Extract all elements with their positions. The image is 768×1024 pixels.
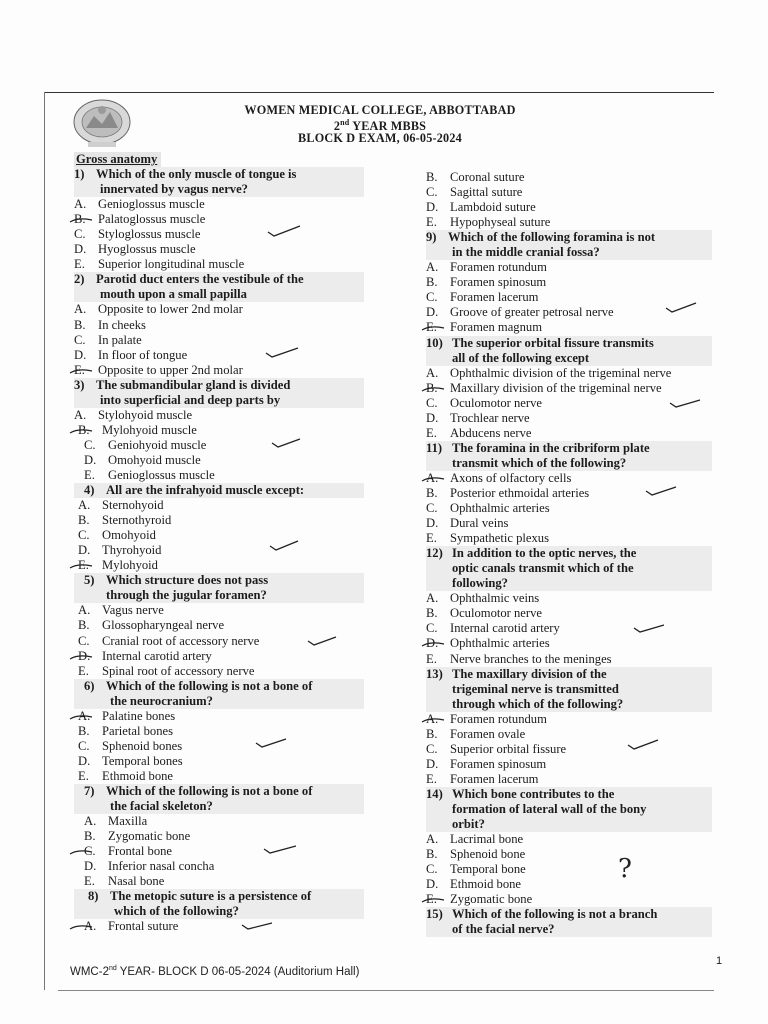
q2-option-e: E. Opposite to upper 2nd molar xyxy=(74,363,364,378)
question-11: 11) The foramina in the cribriform plate xyxy=(426,441,712,456)
q13-option-e: E. Foramen lacerum xyxy=(426,771,539,786)
q10-option-d: D. Trochlear nerve xyxy=(426,410,530,425)
q14-option-d: D. Ethmoid bone xyxy=(426,877,522,892)
college-name: WOMEN MEDICAL COLLEGE, ABBOTTABAD xyxy=(244,103,516,117)
question-13-line3: through which of the following? xyxy=(426,697,712,712)
question-7-line2: the facial skeleton? xyxy=(74,799,364,814)
question-10-line2: all of the following except xyxy=(426,351,712,366)
q7-option-b: B. Zygomatic bone xyxy=(84,829,191,844)
question-9-line2: in the middle cranial fossa? xyxy=(426,245,712,260)
frame-bottom-line xyxy=(58,990,714,991)
q10-option-c: C. Oculomotor nerve xyxy=(426,396,712,411)
q3-option-e: E. Genioglossus muscle xyxy=(84,467,215,482)
q8-option-a: A. Frontal suture xyxy=(74,919,364,934)
q14-option-e: E. Zygomatic bone xyxy=(426,892,712,907)
question-15: 15) Which of the following is not a branch xyxy=(426,907,712,922)
question-15-line2: of the facial nerve? xyxy=(426,922,712,937)
college-logo xyxy=(72,98,132,150)
year-line: 2nd YEAR MBBS xyxy=(333,117,427,133)
q11-option-c: C. Ophthalmic arteries xyxy=(426,501,550,516)
question-5: 5) Which structure does not pass xyxy=(74,573,364,588)
q13-option-a: A. Foramen rotundum xyxy=(426,712,712,727)
q6-option-b: B. Parietal bones xyxy=(78,723,173,738)
q4-option-a: A. Sternohyoid xyxy=(78,498,164,513)
q7-option-a: A. Maxilla xyxy=(84,814,148,829)
q5-option-d: D. Internal carotid artery xyxy=(74,649,364,664)
q12-option-d: D. Ophthalmic arteries xyxy=(426,636,712,651)
question-8-line2: which of the following? xyxy=(74,904,364,919)
q10-option-a: A. Ophthalmic division of the trigeminal nerve xyxy=(426,365,672,380)
q12-option-c: C. Internal carotid artery xyxy=(426,621,712,636)
handwritten-question-mark: ? xyxy=(618,854,632,884)
left-column xyxy=(74,152,364,934)
q2-option-c: C. In palate xyxy=(74,332,142,347)
frame-left-line xyxy=(44,92,45,990)
q1-option-b: B. Palatoglossus muscle xyxy=(74,212,364,227)
q13-option-d: D. Foramen spinosum xyxy=(426,756,547,771)
q5-option-a: A. Vagus nerve xyxy=(78,603,164,618)
q4-option-c: C. Omohyoid xyxy=(78,528,156,543)
q2-option-a: A. Opposite to lower 2nd molar xyxy=(74,302,243,317)
q1-option-c: C. Styloglossus muscle xyxy=(74,227,364,242)
q3-option-a: A. Stylohyoid muscle xyxy=(74,407,193,422)
q6-option-e: E. Ethmoid bone xyxy=(78,768,174,783)
q5-option-b: B. Glossopharyngeal nerve xyxy=(78,618,225,633)
question-13-line2: trigeminal nerve is transmitted xyxy=(426,682,712,697)
question-14-line3: orbit? xyxy=(426,817,712,832)
q2-option-d: D. In floor of tongue xyxy=(74,348,364,363)
q1-option-a: A. Genioglossus muscle xyxy=(74,197,205,212)
question-12-line2: optic canals transmit which of the xyxy=(426,561,712,576)
question-11-line2: transmit which of the following? xyxy=(426,456,712,471)
q2-option-b: B. In cheeks xyxy=(74,317,146,332)
q8-option-c: C. Sagittal suture xyxy=(426,185,523,200)
tick-mark-icon xyxy=(306,632,342,648)
q12-option-b: B. Oculomotor nerve xyxy=(426,606,542,621)
question-12: 12) In addition to the optic nerves, the xyxy=(426,546,712,561)
question-6: 6) Which of the following is not a bone of xyxy=(74,679,364,694)
q14-option-a: A. Lacrimal bone xyxy=(426,832,524,847)
q12-option-a: A. Ophthalmic veins xyxy=(426,591,540,606)
question-2: 2) Parotid duct enters the vestibule of the xyxy=(74,272,364,287)
tick-mark-icon xyxy=(668,394,704,410)
q6-option-a: A. Palatine bones xyxy=(74,709,364,724)
question-12-line3: following? xyxy=(426,576,712,591)
q11-option-e: E. Sympathetic plexus xyxy=(426,531,549,546)
q8-option-b: B. Coronal suture xyxy=(426,170,525,184)
q13-option-c: C. Superior orbital fissure xyxy=(426,742,712,757)
page-number: 1 xyxy=(716,955,723,967)
question-14-line2: formation of lateral wall of the bony xyxy=(426,802,712,817)
q4-option-e: E. Mylohyoid xyxy=(74,558,364,573)
question-3-line2: into superficial and deep parts by xyxy=(74,393,364,408)
q9-option-e: E. Foramen magnum xyxy=(426,320,712,335)
question-8: 8) The metopic suture is a persistence of xyxy=(74,889,364,904)
question-7: 7) Which of the following is not a bone of xyxy=(74,784,364,799)
question-5-line2: through the jugular foramen? xyxy=(74,588,364,603)
section-title: Gross anatomy xyxy=(74,152,161,167)
q6-option-c: C. Sphenoid bones xyxy=(74,739,364,754)
q11-option-d: D. Dural veins xyxy=(426,516,509,531)
right-column xyxy=(426,170,712,937)
q6-option-d: D. Temporal bones xyxy=(78,753,183,768)
question-14: 14) Which bone contributes to the xyxy=(426,787,712,802)
q3-option-b: B. Mylohyoid muscle xyxy=(74,423,364,438)
q9-option-b: B. Foramen spinosum xyxy=(426,275,547,290)
question-6-line2: the neurocranium? xyxy=(74,694,364,709)
q13-option-b: B. Foramen ovale xyxy=(426,726,526,741)
question-1-line2: innervated by vagus nerve? xyxy=(74,182,364,197)
question-9: 9) Which of the following foramina is not xyxy=(426,230,712,245)
q4-option-b: B. Sternothyroid xyxy=(78,513,172,528)
q5-option-e: E. Spinal root of accessory nerve xyxy=(78,663,255,678)
block-line: BLOCK D EXAM, 06-05-2024 xyxy=(298,131,462,146)
tick-mark-icon xyxy=(632,619,668,635)
q4-option-d: D. Thyrohyoid xyxy=(74,543,364,558)
question-4: 4) All are the infrahyoid muscle except: xyxy=(74,483,364,498)
q12-option-e: E. Nerve branches to the meninges xyxy=(426,651,612,666)
tick-mark-icon xyxy=(240,916,276,932)
question-2-line2: mouth upon a small papilla xyxy=(74,287,364,302)
q5-option-c: C. Cranial root of accessory nerve xyxy=(74,634,364,649)
q7-option-e: E. Nasal bone xyxy=(84,874,165,889)
q11-option-a: A. Axons of olfactory cells xyxy=(426,471,712,486)
q9-option-c: C. Foramen lacerum xyxy=(426,290,539,305)
q11-option-b: B. Posterior ethmoidal arteries xyxy=(426,486,712,501)
question-10: 10) The superior orbital fissure transmits xyxy=(426,336,712,351)
question-3: 3) The submandibular gland is divided xyxy=(74,378,364,393)
exam-header xyxy=(150,104,610,145)
question-1: 1) Which of the only muscle of tongue is xyxy=(74,167,364,182)
q3-option-c: C. Geniohyoid muscle xyxy=(74,438,364,453)
page-footer: WMC-2nd YEAR- BLOCK D 06-05-2024 (Auditorium Hall) xyxy=(70,965,360,978)
q10-option-b: B. Maxillary division of the trigeminal nerve xyxy=(426,381,712,396)
q8-option-e: E. Hypophyseal suture xyxy=(426,215,551,230)
frame-top-line xyxy=(44,92,714,93)
q10-option-e: E. Abducens nerve xyxy=(426,425,532,440)
q14-option-c: C. Temporal bone xyxy=(426,862,526,877)
question-13: 13) The maxillary division of the xyxy=(426,667,712,682)
q8-option-d: D. Lambdoid suture xyxy=(426,200,536,215)
q3-option-d: D. Omohyoid muscle xyxy=(84,452,201,467)
q9-option-d: D. Groove of greater petrosal nerve xyxy=(426,305,712,320)
q1-option-d: D. Hyoglossus muscle xyxy=(74,242,196,257)
q9-option-a: A. Foramen rotundum xyxy=(426,260,547,275)
q7-option-c: C. Frontal bone xyxy=(74,844,364,859)
q14-option-b: B. Sphenoid bone xyxy=(426,847,526,862)
q7-option-d: D. Inferior nasal concha xyxy=(84,859,215,874)
q1-option-e: E. Superior longitudinal muscle xyxy=(74,257,245,272)
